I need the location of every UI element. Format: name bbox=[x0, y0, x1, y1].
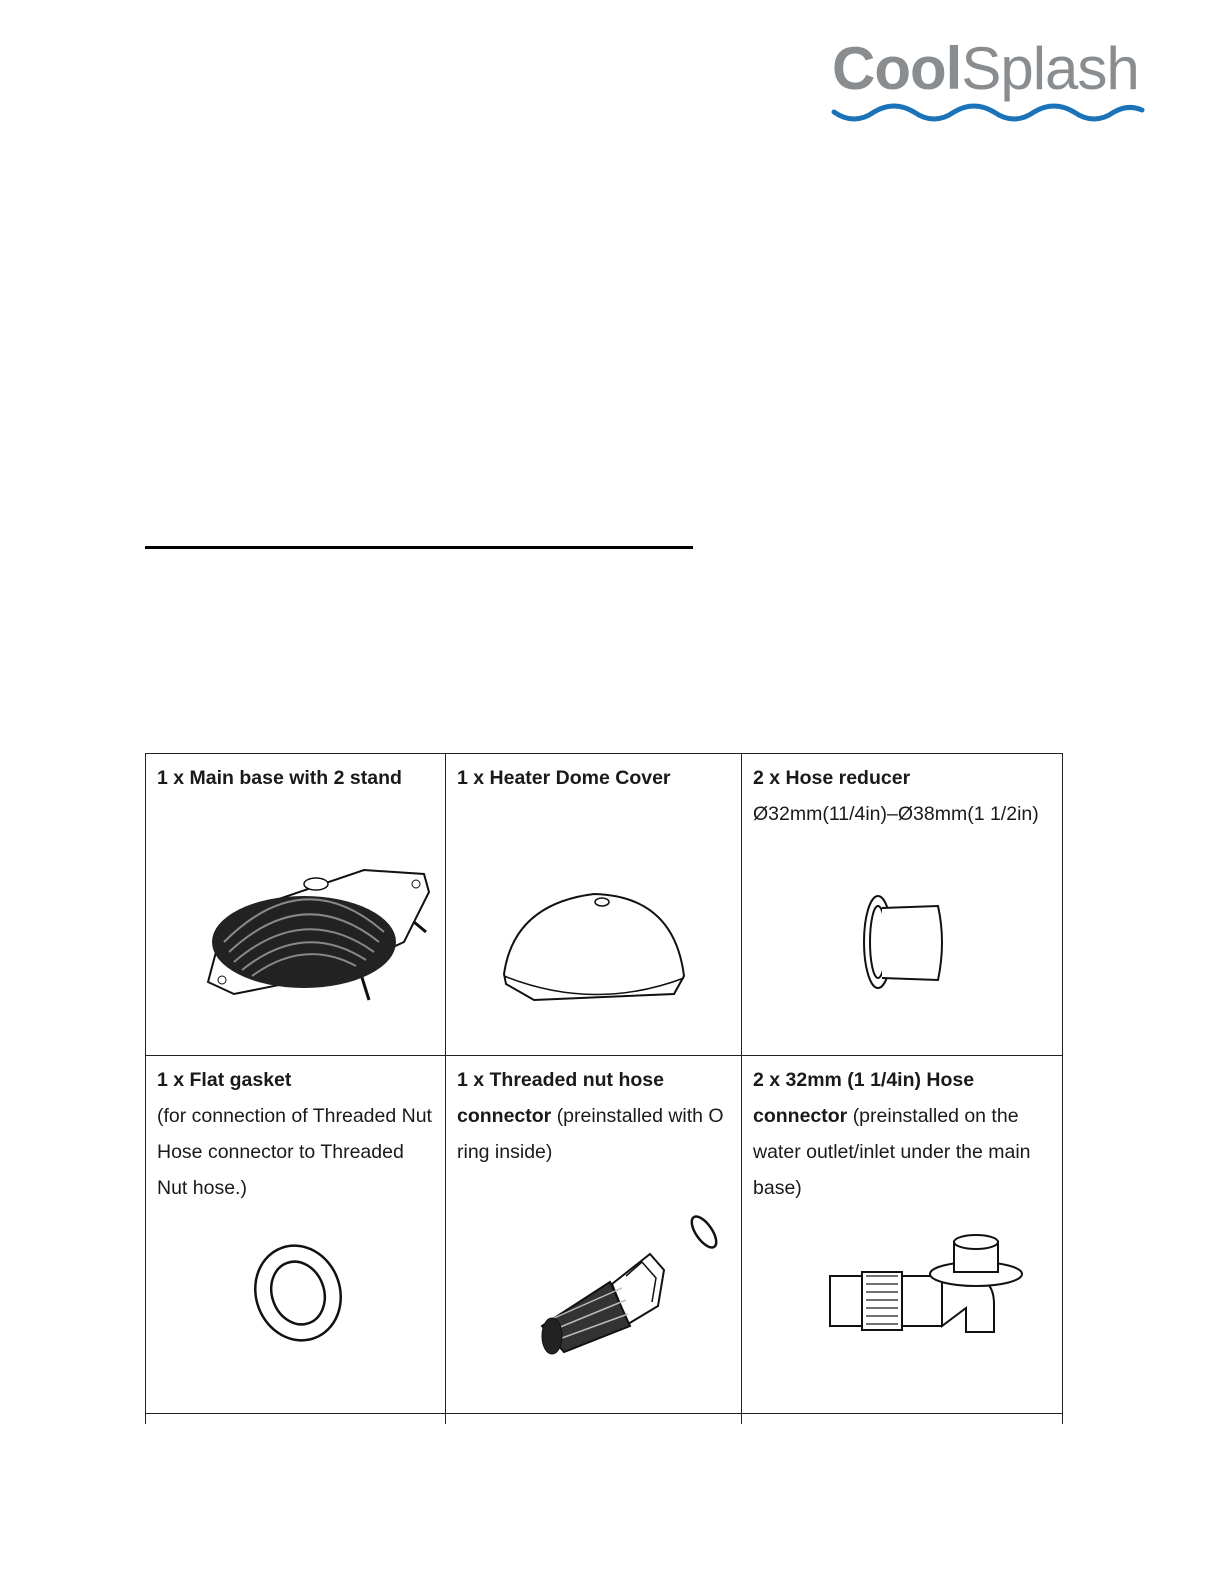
dome-cover-icon bbox=[504, 894, 684, 1000]
table-row bbox=[146, 754, 1063, 1056]
empty-cell bbox=[742, 1414, 1063, 1425]
flat-gasket-icon bbox=[251, 1241, 346, 1346]
part-title: 1 x Threaded nut hose connector bbox=[457, 1069, 664, 1127]
table-row bbox=[146, 1414, 1063, 1425]
part-cell-threaded-nut-connector bbox=[446, 1056, 742, 1414]
part-cell-dome-cover bbox=[446, 754, 742, 1056]
main-base-icon bbox=[194, 862, 434, 1012]
part-title: 2 x 32mm (1 1/4in) Hose connector bbox=[753, 1069, 975, 1127]
part-cell-hose-connector bbox=[742, 1056, 1063, 1414]
part-cell-flat-gasket bbox=[146, 1056, 446, 1414]
part-title: 1 x Heater Dome Cover bbox=[457, 767, 671, 789]
wave-icon bbox=[830, 102, 1146, 124]
part-description: (preinstalled on the water outlet/inlet under the main base) bbox=[753, 1105, 1031, 1199]
logo-wordmark bbox=[832, 34, 1139, 104]
empty-cell bbox=[146, 1414, 446, 1425]
logo-text-splash: Splash bbox=[961, 35, 1139, 102]
hose-reducer-icon bbox=[860, 892, 950, 997]
threaded-nut-connector-icon bbox=[532, 1206, 732, 1366]
empty-cell bbox=[446, 1414, 742, 1425]
logo-text-cool: Cool bbox=[832, 35, 962, 102]
parts-table bbox=[145, 753, 1063, 1424]
part-title: 1 x Main base with 2 stand bbox=[157, 767, 402, 789]
part-cell-hose-reducer bbox=[742, 754, 1063, 1056]
part-cell-main-base bbox=[146, 754, 446, 1056]
part-description: Ø32mm(11/4in)–Ø38mm(1 1/2in) bbox=[753, 803, 1039, 825]
part-description: (for connection of Threaded Nut Hose connector to Threaded Nut hose.) bbox=[157, 1105, 432, 1199]
part-title: 2 x Hose reducer bbox=[753, 767, 911, 789]
table-row bbox=[146, 1056, 1063, 1414]
section-divider bbox=[145, 546, 693, 549]
coolsplash-logo bbox=[830, 35, 1150, 130]
part-title: 1 x Flat gasket bbox=[157, 1069, 292, 1091]
part-description: (preinstalled with O ring inside) bbox=[457, 1105, 724, 1163]
hose-connector-icon bbox=[826, 1232, 1026, 1337]
